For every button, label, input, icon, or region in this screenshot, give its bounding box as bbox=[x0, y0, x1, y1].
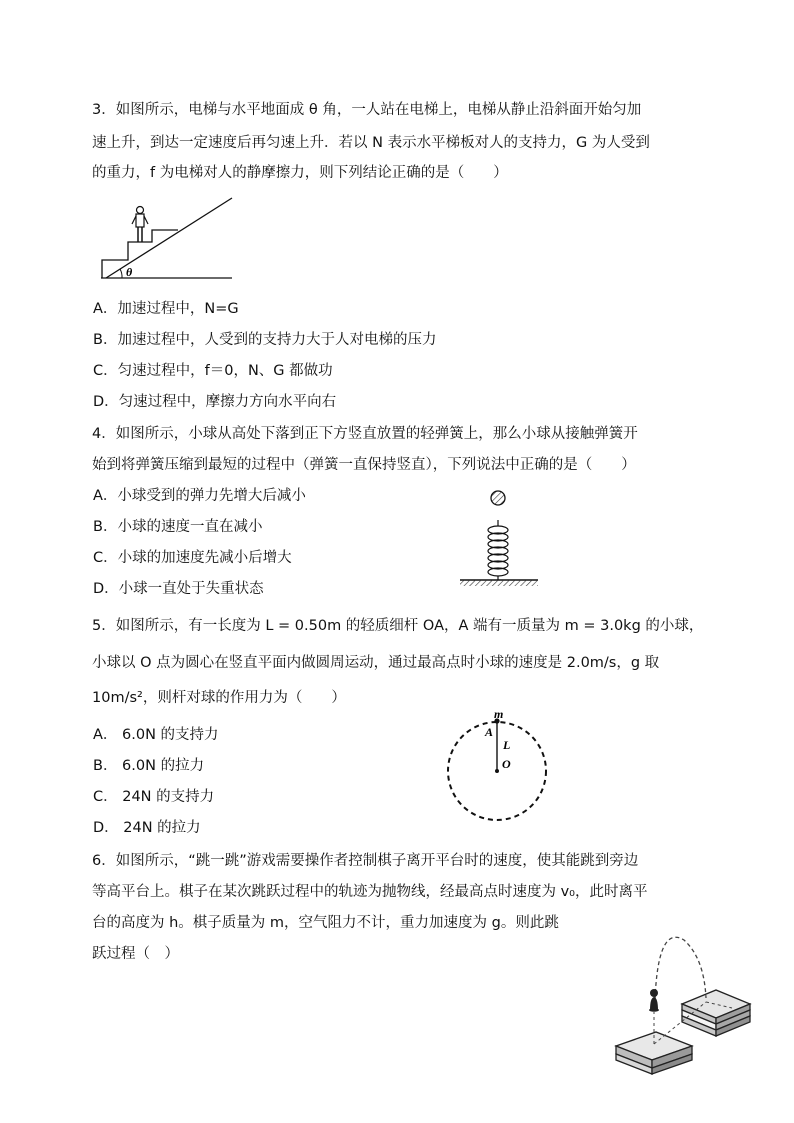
q5-option-a: A． 6.0N 的支持力 bbox=[93, 727, 219, 743]
spring-figure bbox=[458, 484, 540, 594]
theta-label: θ bbox=[126, 265, 133, 279]
q6-stem-line-2: 等高平台上。棋子在某次跳跃过程中的轨迹为抛物线，经最高点时速度为 v₀，此时离平 bbox=[92, 884, 648, 900]
label-o: O bbox=[502, 757, 511, 771]
q5-stem-line-3: 10m/s²，则杆对球的作用力为（ ） bbox=[92, 690, 346, 706]
escalator-steps bbox=[102, 230, 178, 278]
ball bbox=[491, 491, 505, 505]
jump-game-figure bbox=[612, 934, 762, 1084]
person-icon bbox=[132, 207, 148, 243]
circular-motion-figure bbox=[440, 706, 560, 826]
angle-arc bbox=[120, 269, 122, 278]
q5-stem-line-1: 5．如图所示，有一长度为 L = 0.50m 的轻质细杆 OA，A 端有一质量为 m = 3.0kg 的小球， bbox=[92, 618, 704, 634]
q4-stem-line-2: 始到将弹簧压缩到最短的过程中（弹簧一直保持竖直），下列说法中正确的是（ ） bbox=[92, 457, 636, 473]
q6-stem-line-1: 6．如图所示，“跳一跳”游戏需要操作者控制棋子离开平台时的速度，使其能跳到旁边 bbox=[92, 853, 639, 869]
q4-option-b: B．小球的速度一直在减小 bbox=[93, 519, 263, 535]
escalator-figure bbox=[96, 196, 236, 286]
q3-option-b: B．加速过程中，人受到的支持力大于人对电梯的压力 bbox=[93, 332, 437, 348]
left-platform bbox=[616, 1032, 692, 1074]
q4-stem-line-1: 4．如图所示，小球从高处下落到正下方竖直放置的轻弹簧上，那么小球从接触弹簧开 bbox=[92, 426, 638, 442]
incline-line bbox=[106, 198, 232, 278]
label-m: m bbox=[494, 707, 504, 721]
q6-stem-line-3: 台的高度为 h。棋子质量为 m，空气阻力不计，重力加速度为 g。则此跳 bbox=[92, 915, 559, 931]
q6-stem-line-4: 跃过程（ ） bbox=[92, 946, 179, 962]
label-l: L bbox=[503, 738, 511, 752]
spring-coil bbox=[488, 520, 508, 580]
chess-piece-icon bbox=[649, 989, 659, 1012]
q5-stem-line-2: 小球以 O 点为圆心在竖直平面内做圆周运动，通过最高点时小球的速度是 2.0m/s，g 取 bbox=[92, 655, 660, 671]
q3-option-a: A．加速过程中，N=G bbox=[93, 301, 239, 317]
ground-hatch bbox=[460, 580, 538, 586]
q4-option-c: C．小球的加速度先减小后增大 bbox=[93, 550, 292, 566]
label-a: A bbox=[485, 725, 494, 739]
q4-option-a: A．小球受到的弹力先增大后减小 bbox=[93, 488, 306, 504]
q3-stem-line-1: 3．如图所示，电梯与水平地面成 θ 角，一人站在电梯上，电梯从静止沿斜面开始匀加 bbox=[92, 102, 642, 118]
q3-stem-line-3: 的重力，f 为电梯对人的静摩擦力，则下列结论正确的是（ ） bbox=[92, 165, 508, 181]
q4-option-d: D．小球一直处于失重状态 bbox=[93, 581, 264, 597]
trajectory-path bbox=[655, 937, 706, 1000]
q3-stem-line-2: 速上升，到达一定速度后再匀速上升．若以 N 表示水平梯板对人的支持力，G 为人受到 bbox=[92, 135, 650, 151]
q5-option-c: C． 24N 的支持力 bbox=[93, 789, 215, 805]
q5-option-d: D． 24N 的拉力 bbox=[93, 820, 201, 836]
q3-option-d: D．匀速过程中，摩擦力方向水平向右 bbox=[93, 394, 337, 410]
q5-option-b: B． 6.0N 的拉力 bbox=[93, 758, 205, 774]
q3-option-c: C．匀速过程中，f＝0，N、G 都做功 bbox=[93, 363, 333, 379]
point-o bbox=[495, 769, 499, 773]
